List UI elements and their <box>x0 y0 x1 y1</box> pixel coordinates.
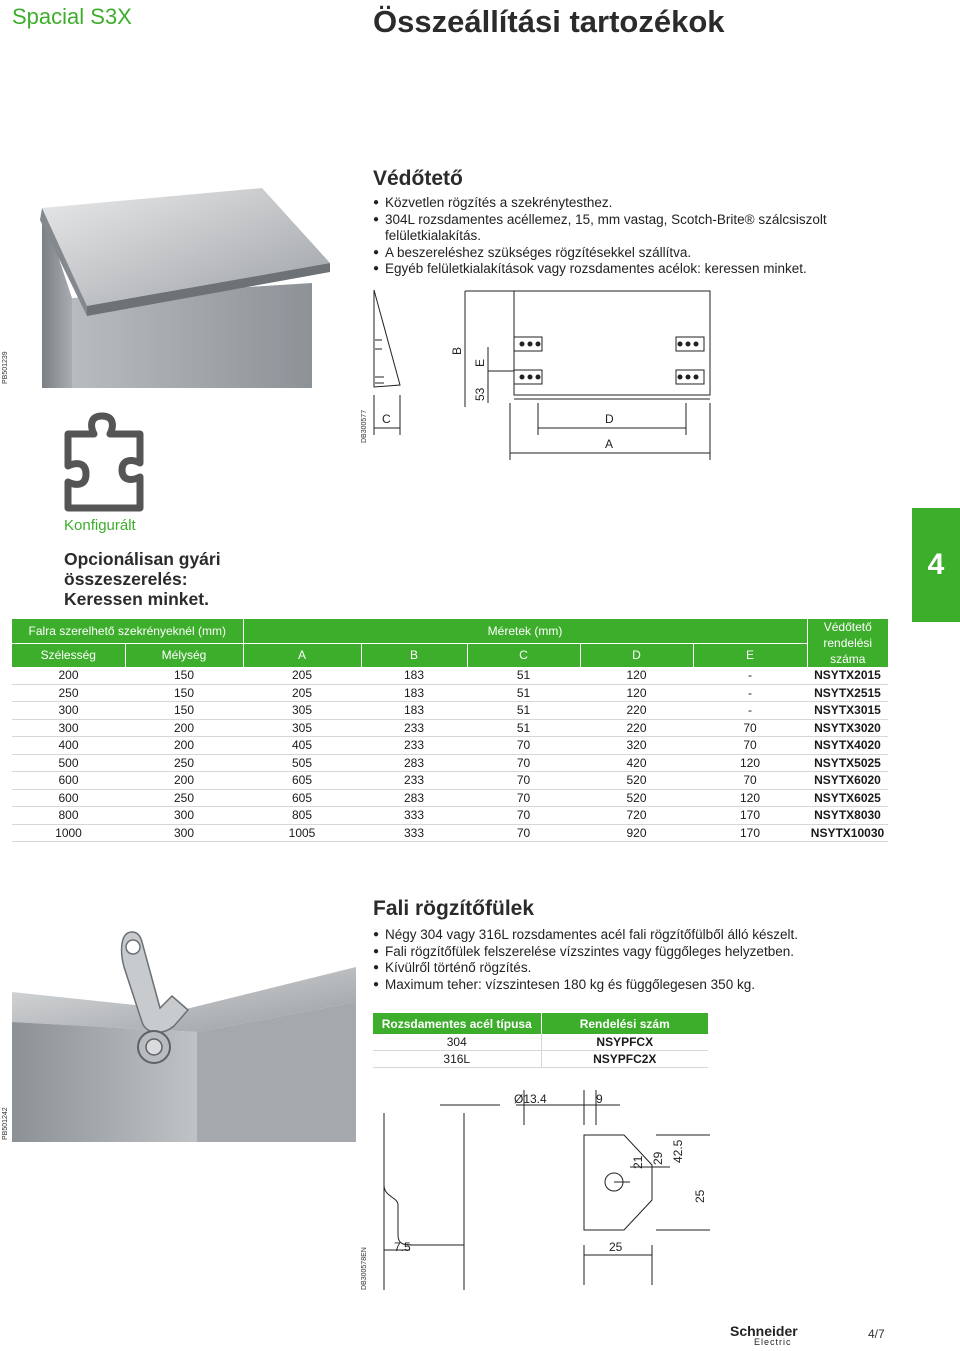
dim-label-25-vertical: 25 <box>693 1189 707 1203</box>
list-item: ● Kívülről történő rögzítés. <box>373 960 893 977</box>
order-code-cell: NSYTX2015 <box>807 667 888 684</box>
canopy-features-list <box>373 195 863 278</box>
dim-label-25-horizontal: 25 <box>609 1240 623 1254</box>
logo-sub-text: Electric <box>754 1337 792 1347</box>
table-cell: 200 <box>125 737 243 755</box>
order-code-cell: NSYTX10030 <box>807 824 888 842</box>
list-item: ● Négy 304 vagy 316L rozsdamentes acél fali rögzítőfülből álló készelt. <box>373 927 893 944</box>
brand-name: Spacial S3X <box>12 4 132 29</box>
table-cell: 70 <box>467 824 580 842</box>
table-cell: 170 <box>693 824 807 842</box>
table-cell: 420 <box>580 754 693 772</box>
table-cell: 250 <box>125 789 243 807</box>
bracket-dimension-drawing <box>370 1085 730 1290</box>
wall-bracket-photo <box>12 922 356 1142</box>
list-item: ● Maximum teher: vízszintesen 180 kg és függőlegesen 350 kg. <box>373 977 893 994</box>
puzzle-icon <box>60 408 150 514</box>
table-cell: 316L <box>373 1051 541 1068</box>
order-code-cell: NSYTX5025 <box>807 754 888 772</box>
table-row <box>12 754 888 772</box>
column-header: Szélesség <box>12 643 125 667</box>
table-cell: 183 <box>361 684 467 702</box>
table-cell: 605 <box>243 772 361 790</box>
order-code-cell: NSYTX3020 <box>807 719 888 737</box>
table-cell: 70 <box>693 772 807 790</box>
bracket-features-list <box>373 927 893 993</box>
table-cell: 183 <box>361 702 467 720</box>
table-cell: - <box>693 684 807 702</box>
table-cell: 333 <box>361 807 467 825</box>
dim-label-d: D <box>605 412 614 426</box>
table-cell: 220 <box>580 719 693 737</box>
table-cell: 283 <box>361 754 467 772</box>
table-cell: 305 <box>243 702 361 720</box>
dim-label-diameter: Ø13.4 <box>514 1092 547 1106</box>
table-cell: 70 <box>467 807 580 825</box>
table-row <box>12 789 888 807</box>
table-cell: 1000 <box>12 824 125 842</box>
table-cell: 51 <box>467 667 580 684</box>
table-cell: 250 <box>125 754 243 772</box>
table-cell: 70 <box>467 789 580 807</box>
table-row <box>373 1034 708 1051</box>
order-code-cell: NSYTX3015 <box>807 702 888 720</box>
table-cell: 150 <box>125 702 243 720</box>
column-header: Rendelési szám <box>541 1013 708 1034</box>
list-item: ● A beszereléshez szükséges rögzítésekkel szállítva. <box>373 245 863 262</box>
table-cell: 205 <box>243 667 361 684</box>
dim-label-53: 53 <box>473 387 487 401</box>
table-cell: 51 <box>467 702 580 720</box>
table-cell: 220 <box>580 702 693 720</box>
schneider-logo <box>730 1323 798 1348</box>
table-cell: 51 <box>467 684 580 702</box>
canopy-dimensions-table <box>12 619 888 842</box>
table-cell: 305 <box>243 719 361 737</box>
chapter-tab: 4 <box>912 508 960 622</box>
list-item: ● 304L rozsdamentes acéllemez, 15, mm vastag, Scotch-Brite® szálcsiszolt felületkialakítás. <box>373 212 863 245</box>
table-cell: 70 <box>467 737 580 755</box>
list-item: ● Egyéb felületkialakítások vagy rozsdamentes acélok: keressen minket. <box>373 261 863 278</box>
table-cell: 120 <box>580 667 693 684</box>
table-cell: 170 <box>693 807 807 825</box>
table-cell: 200 <box>125 772 243 790</box>
order-code-cell: NSYTX8030 <box>807 807 888 825</box>
table-cell: 300 <box>12 719 125 737</box>
canopy-dimension-drawing <box>360 285 720 460</box>
page-number: 4/7 <box>868 1327 885 1341</box>
dim-label-21: 21 <box>631 1155 645 1169</box>
table-cell: - <box>693 702 807 720</box>
table-cell: 120 <box>693 789 807 807</box>
table-cell: 233 <box>361 719 467 737</box>
order-code-cell: NSYTX6025 <box>807 789 888 807</box>
factory-assembly-note: Opcionálisan gyári összeszerelés: Keressen minket. <box>64 549 221 609</box>
table-cell: 200 <box>12 667 125 684</box>
table-cell: 250 <box>12 684 125 702</box>
table-cell: 400 <box>12 737 125 755</box>
canopy-photo <box>12 168 356 388</box>
table-row <box>12 807 888 825</box>
table-row <box>12 667 888 684</box>
header-order-code: Védőtető rendelési száma <box>807 619 888 667</box>
table-cell: 233 <box>361 737 467 755</box>
table-row <box>12 824 888 842</box>
dim-label-9: 9 <box>596 1092 603 1106</box>
table-cell: 720 <box>580 807 693 825</box>
table-cell: 70 <box>467 772 580 790</box>
table-cell: 500 <box>12 754 125 772</box>
table-cell: 805 <box>243 807 361 825</box>
table-cell: 150 <box>125 667 243 684</box>
order-code-cell: NSYPFC2X <box>541 1051 708 1068</box>
table-cell: 300 <box>125 824 243 842</box>
table-row <box>12 719 888 737</box>
table-cell: 520 <box>580 789 693 807</box>
logo-main-text: Schneider <box>730 1323 798 1339</box>
table-cell: 70 <box>467 754 580 772</box>
table-cell: 200 <box>125 719 243 737</box>
dim-label-c: C <box>382 412 391 426</box>
page-title: Összeállítási tartozékok <box>373 4 725 39</box>
header-dimensions-group: Méretek (mm) <box>243 619 807 643</box>
table-row <box>12 737 888 755</box>
section-title-wall-brackets: Fali rögzítőfülek <box>373 897 535 920</box>
list-item: ● Közvetlen rögzítés a szekrénytesthez. <box>373 195 863 212</box>
bracket-order-table <box>373 1013 708 1068</box>
table-cell: 920 <box>580 824 693 842</box>
table-cell: 300 <box>12 702 125 720</box>
order-code-cell: NSYPFCX <box>541 1034 708 1051</box>
column-header: E <box>693 643 807 667</box>
dim-label-a: A <box>605 437 614 451</box>
column-header: A <box>243 643 361 667</box>
photo-code: PB501239 <box>2 351 9 384</box>
order-code-cell: NSYTX2515 <box>807 684 888 702</box>
table-cell: 405 <box>243 737 361 755</box>
section-title-canopy: Védőtető <box>373 167 463 190</box>
table-cell: 300 <box>125 807 243 825</box>
drawing-code-2: DB300578EN <box>361 1247 368 1290</box>
table-cell: 333 <box>361 824 467 842</box>
table-cell: 320 <box>580 737 693 755</box>
column-header: C <box>467 643 580 667</box>
column-header: Mélység <box>125 643 243 667</box>
header-mount-group: Falra szerelhető szekrényeknél (mm) <box>12 619 243 643</box>
table-cell: 70 <box>693 719 807 737</box>
dim-label-b: B <box>450 346 464 355</box>
table-cell: 70 <box>693 737 807 755</box>
table-cell: 150 <box>125 684 243 702</box>
table-cell: 183 <box>361 667 467 684</box>
table-cell: 520 <box>580 772 693 790</box>
table-row <box>12 772 888 790</box>
table-cell: 605 <box>243 789 361 807</box>
dim-label-29: 29 <box>651 1151 665 1165</box>
table-cell: 120 <box>580 684 693 702</box>
table-cell: 51 <box>467 719 580 737</box>
table-cell: 1005 <box>243 824 361 842</box>
column-header: Rozsdamentes acél típusa <box>373 1013 541 1034</box>
table-cell: 205 <box>243 684 361 702</box>
table-cell: 600 <box>12 789 125 807</box>
table-cell: 120 <box>693 754 807 772</box>
table-cell: 304 <box>373 1034 541 1051</box>
table-cell: 233 <box>361 772 467 790</box>
column-header: D <box>580 643 693 667</box>
configured-label: Konfigurált <box>64 517 136 534</box>
order-code-cell: NSYTX4020 <box>807 737 888 755</box>
column-header: B <box>361 643 467 667</box>
table-cell: 800 <box>12 807 125 825</box>
table-cell: - <box>693 667 807 684</box>
dim-label-e: E <box>473 358 487 367</box>
table-row <box>373 1051 708 1068</box>
list-item: ● Fali rögzítőfülek felszerelése vízszintes vagy függőleges helyzetben. <box>373 944 893 961</box>
table-cell: 283 <box>361 789 467 807</box>
table-cell: 600 <box>12 772 125 790</box>
dim-label-7-5: 7.5 <box>394 1240 411 1254</box>
table-row <box>12 702 888 720</box>
order-code-cell: NSYTX6020 <box>807 772 888 790</box>
photo-code-2: PB501242 <box>2 1107 9 1140</box>
drawing-code: DB300577 <box>361 409 368 443</box>
dim-label-42-5: 42.5 <box>671 1139 685 1163</box>
table-cell: 505 <box>243 754 361 772</box>
table-row <box>12 684 888 702</box>
